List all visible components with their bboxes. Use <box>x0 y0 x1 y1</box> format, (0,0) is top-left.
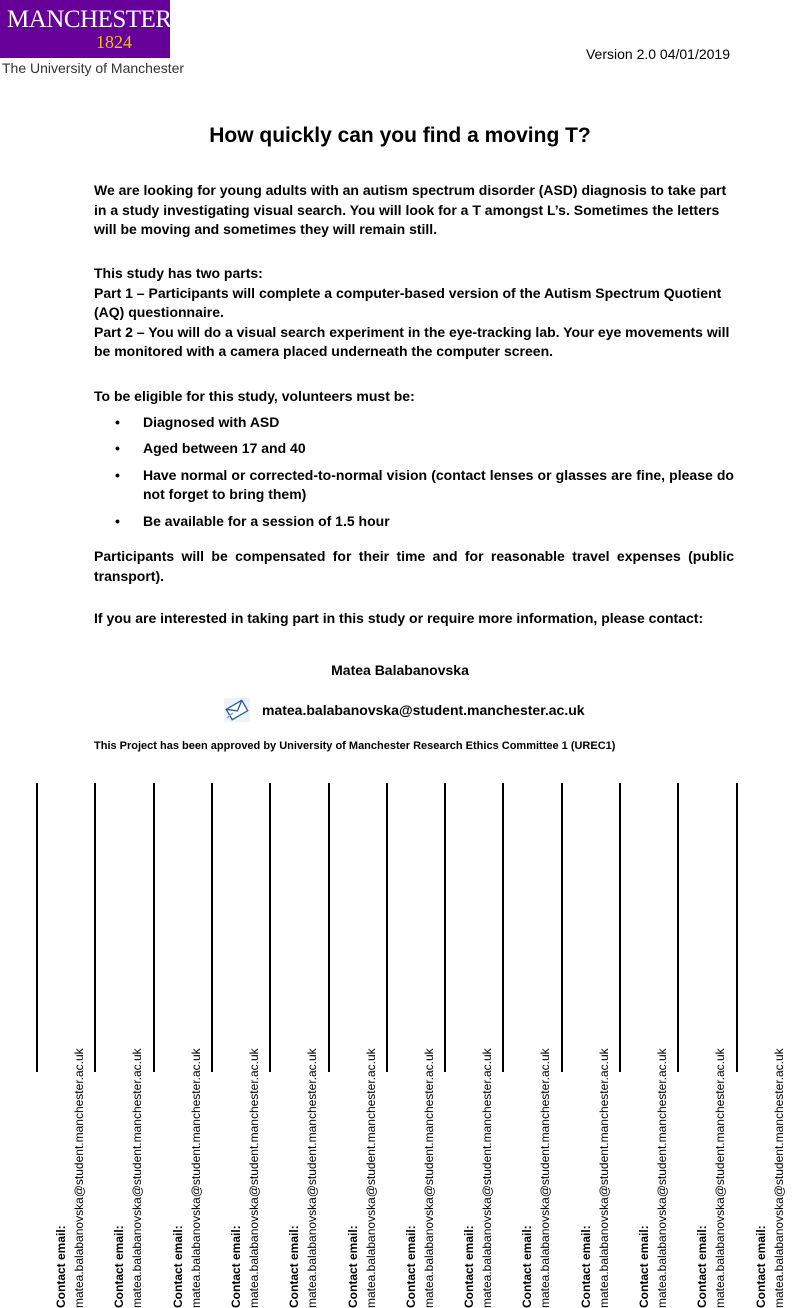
list-item: • Aged between 17 and 40 <box>115 440 306 456</box>
tear-off-email: matea.balabanovska@student.manchester.ac.uk <box>305 1048 320 1308</box>
eligibility-section <box>94 387 734 538</box>
tear-off-strips <box>36 783 796 1308</box>
tear-off-label: Contact email: <box>345 1225 360 1308</box>
compensation-paragraph <box>94 547 734 586</box>
parts-section <box>94 264 734 362</box>
tear-off-label: Contact email: <box>753 1225 768 1308</box>
tear-off-text <box>577 1028 617 1308</box>
tear-off-label: Contact email: <box>578 1225 593 1308</box>
part-2-text: Part 2 – You will do a visual search experiment in the eye-tracking lab. Your eye movements will be monitored with a camera placed underneath the computer screen. <box>94 323 730 359</box>
tear-off-text <box>52 1028 92 1308</box>
tear-off-email: matea.balabanovska@student.manchester.ac.uk <box>538 1048 553 1308</box>
tear-off-strip <box>386 783 446 1308</box>
tear-off-strip <box>94 783 154 1308</box>
compensation-text: Participants will be compensated for their time and for reasonable travel expenses (public transport). <box>94 548 734 584</box>
intro-paragraph <box>94 181 734 240</box>
list-item: • Be available for a session of 1.5 hour <box>115 512 390 529</box>
tear-off-text <box>752 1028 792 1308</box>
parts-heading: This study has two parts: <box>94 265 263 281</box>
tear-off-strip <box>36 783 96 1308</box>
tear-off-strip <box>677 783 737 1308</box>
tear-off-text <box>402 1028 442 1308</box>
tear-off-strip <box>502 783 562 1308</box>
tear-off-email: matea.balabanovska@student.manchester.ac.uk <box>713 1048 728 1308</box>
tear-off-email: matea.balabanovska@student.manchester.ac.uk <box>246 1048 261 1308</box>
tear-off-strip <box>561 783 621 1308</box>
tear-off-label: Contact email: <box>403 1225 418 1308</box>
list-item: • Diagnosed with ASD <box>115 413 280 430</box>
tear-off-text <box>285 1028 325 1308</box>
ethics-approval: This Project has been approved by University of Manchester Research Ethics Committee 1 (UREC1) <box>94 740 616 752</box>
tear-off-strip <box>211 783 271 1308</box>
tear-off-text <box>169 1028 209 1308</box>
university-name: The University of Manchester <box>2 60 185 76</box>
tear-off-label: Contact email: <box>170 1225 185 1308</box>
tear-off-strip <box>736 783 796 1308</box>
university-logo <box>0 0 170 58</box>
tear-off-email: matea.balabanovska@student.manchester.ac.uk <box>596 1048 611 1308</box>
tear-off-email: matea.balabanovska@student.manchester.ac.uk <box>188 1048 203 1308</box>
version-label: Version 2.0 04/01/2019 <box>585 46 730 62</box>
tear-off-strip <box>328 783 388 1308</box>
tear-off-strip <box>619 783 679 1308</box>
tear-off-strip <box>153 783 213 1308</box>
tear-off-label: Contact email: <box>695 1225 710 1308</box>
tear-off-email: matea.balabanovska@student.manchester.ac.uk <box>421 1048 436 1308</box>
tear-off-email: matea.balabanovska@student.manchester.ac.uk <box>480 1048 495 1308</box>
tear-off-label: Contact email: <box>287 1225 302 1308</box>
interest-text: If you are interested in taking part in this study or require more information, please contact: <box>94 610 704 626</box>
logo-year: 1824 <box>96 32 132 52</box>
tear-off-email: matea.balabanovska@student.manchester.ac.uk <box>363 1048 378 1308</box>
intro-text: We are looking for young adults with an autism spectrum disorder (ASD) diagnosis to take part in a study investigating visual search. You will look for a T amongst L’s. Sometimes the letters will be moving and sometimes they will remain still. <box>94 182 727 237</box>
tear-off-strip <box>269 783 329 1308</box>
tear-off-label: Contact email: <box>462 1225 477 1308</box>
contact-name: Matea Balabanovska <box>331 662 469 678</box>
tear-off-text <box>693 1028 733 1308</box>
tear-off-label: Contact email: <box>637 1225 651 1308</box>
tear-off-text <box>344 1028 384 1308</box>
email-icon <box>224 698 250 722</box>
tear-off-text <box>518 1028 558 1308</box>
list-item: • Have normal or corrected-to-normal vision (contact lenses or glasses are fine, please do not forget to bring them) <box>115 466 734 502</box>
tear-off-label: Contact email: <box>54 1225 68 1308</box>
tear-off-strip <box>444 783 504 1308</box>
tear-off-text <box>110 1028 150 1308</box>
eligibility-heading: To be eligible for this study, volunteers must be: <box>94 388 415 404</box>
tear-off-label: Contact email: <box>112 1225 127 1308</box>
tear-off-label: Contact email: <box>520 1225 535 1308</box>
tear-off-email: matea.balabanovska@student.manchester.ac.uk <box>655 1048 669 1308</box>
part-1-text: Part 1 – Participants will complete a computer-based version of the Autism Spectrum Quotient (AQ) questionnaire. <box>94 284 722 320</box>
tear-off-label: Contact email: <box>228 1225 243 1308</box>
tear-off-email: matea.balabanovska@student.manchester.ac.uk <box>771 1048 786 1308</box>
contact-email[interactable]: matea.balabanovska@student.manchester.ac.uk <box>262 702 585 718</box>
tear-off-text <box>635 1028 675 1308</box>
logo-name: MANCHESTER <box>7 6 172 33</box>
eligibility-list <box>94 413 734 532</box>
tear-off-text <box>460 1028 500 1308</box>
tear-off-email: matea.balabanovska@student.manchester.ac.uk <box>130 1048 145 1308</box>
tear-off-email: matea.balabanovska@student.manchester.ac.uk <box>72 1048 86 1308</box>
page-title: How quickly can you find a moving T? <box>209 124 591 147</box>
interest-paragraph <box>94 609 734 629</box>
contact-email-line[interactable] <box>224 697 585 723</box>
tear-off-text <box>227 1028 267 1308</box>
